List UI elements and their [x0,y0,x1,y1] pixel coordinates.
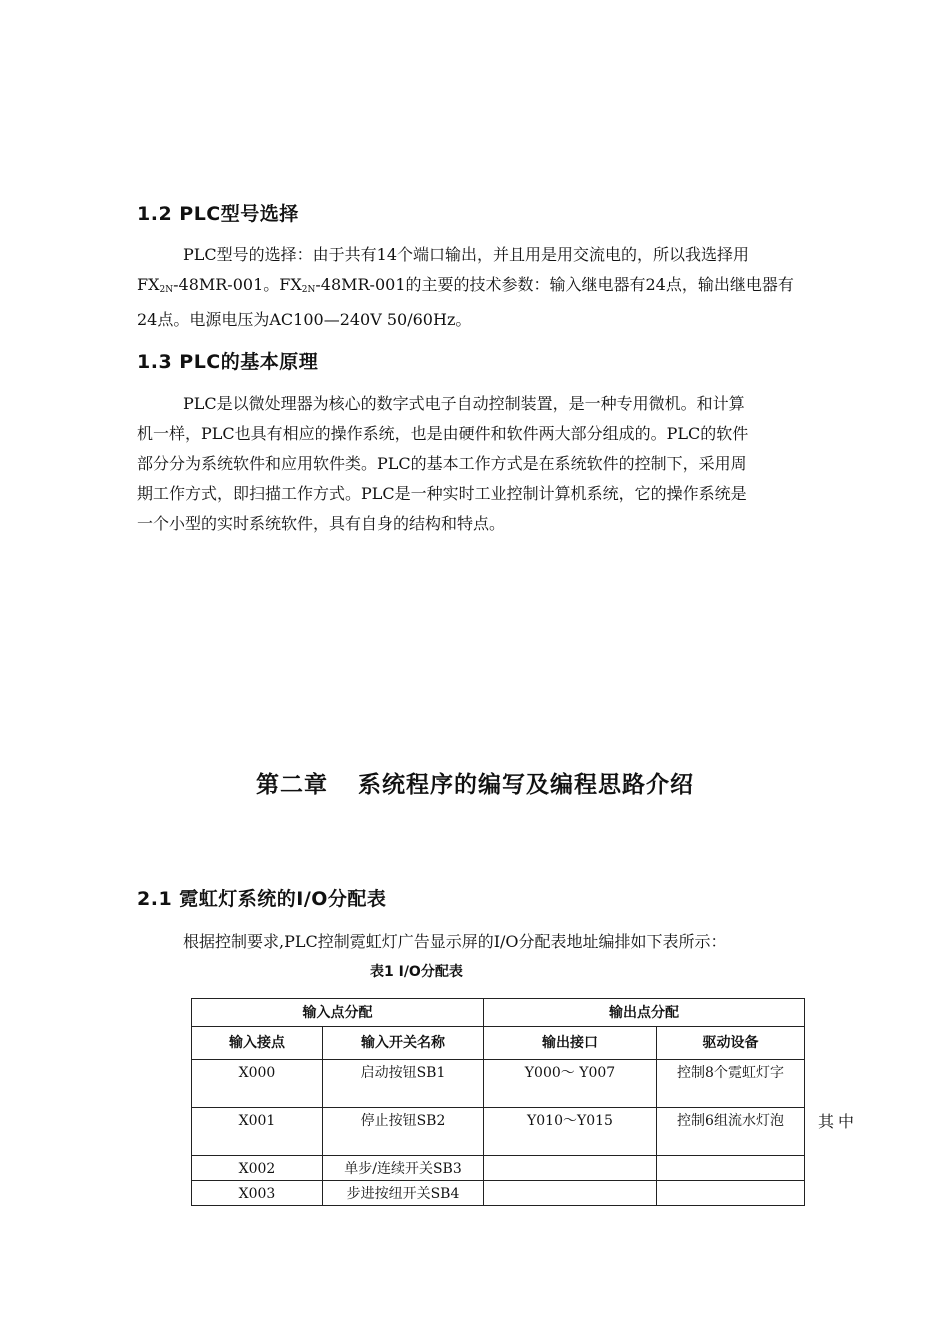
group-header-output: 输出点分配 [484,999,805,1027]
table-cell [484,1181,657,1206]
table-cell [657,1181,805,1206]
table-cell: X000 [192,1060,323,1108]
paragraph-plc-principle [137,389,861,539]
table-group-header-row [192,999,805,1027]
paragraph-line: 期工作方式，即扫描工作方式。PLC是一种实时工业控制计算机系统，它的操作系统是 [137,484,747,503]
table-cell: 停止按钮SB2 [323,1108,484,1156]
table-cell: Y010～Y015 [484,1108,657,1156]
paragraph-plc-model [137,240,861,335]
column-header: 输出接口 [484,1027,657,1060]
paragraph-line [137,270,861,305]
paragraph-line: 一个小型的实时系统软件，具有自身的结构和特点。 [137,514,506,533]
paragraph-line: PLC型号的选择：由于共有14个端口输出，并且用是用交流电的，所以我选择用 [183,245,749,264]
subscript: 2N [159,285,174,295]
section-heading-2-1: 2.1 霓虹灯系统的I/O分配表 [137,888,387,910]
chapter-title [0,766,950,799]
table-cell: X003 [192,1181,323,1206]
table-row [192,1108,805,1156]
table-cell: X001 [192,1108,323,1156]
chapter-name: 系统程序的编写及编程思路介绍 [358,772,694,798]
column-header: 输入开关名称 [323,1027,484,1060]
paragraph-line: 24点。电源电压为AC100—240V 50/60Hz。 [137,310,472,329]
table-header-row [192,1027,805,1060]
paragraph-io-intro [137,927,861,957]
table-cell: 启动按钮SB1 [323,1060,484,1108]
chapter-label: 第二章 [256,772,328,798]
section-heading-1-2: 1.2 PLC型号选择 [137,203,299,225]
section-heading-1-3: 1.3 PLC的基本原理 [137,351,319,373]
column-header: 输入接点 [192,1027,323,1060]
table-cell [657,1156,805,1181]
table-caption: 表1 I/O分配表 [370,964,463,980]
table-row [192,1060,805,1108]
group-header-input: 输入点分配 [192,999,484,1027]
table-cell: 单步/连续开关SB3 [323,1156,484,1181]
paragraph-line: PLC是以微处理器为核心的数字式电子自动控制装置，是一种专用微机。和计算 [183,394,745,413]
text-run: -48MR-001的主要的技术参数：输入继电器有24点，输出继电器有 [315,275,794,294]
subscript: 2N [301,285,316,295]
table-cell: 控制8个霓虹灯字 [657,1060,805,1108]
io-allocation-table [191,998,805,1206]
column-header: 驱动设备 [657,1027,805,1060]
text-run: FX [137,275,160,294]
paragraph-line: 部分分为系统软件和应用软件类。PLC的基本工作方式是在系统软件的控制下，采用周 [137,454,747,473]
paragraph-line: 机一样，PLC也具有相应的操作系统，也是由硬件和软件两大部分组成的。PLC的软件 [137,424,749,443]
table-row [192,1181,805,1206]
table-cell: X002 [192,1156,323,1181]
text-run: -48MR-001。FX [173,275,302,294]
table-row [192,1156,805,1181]
paragraph-line: 根据控制要求,PLC控制霓虹灯广告显示屏的I/O分配表地址编排如下表所示： [183,932,727,951]
table-cell: 步进按纽开关SB4 [323,1181,484,1206]
table-cell [484,1156,657,1181]
table-cell: 控制6组流水灯泡 [657,1108,805,1156]
side-text: 其中 [818,1112,859,1131]
table-cell: Y000～ Y007 [484,1060,657,1108]
